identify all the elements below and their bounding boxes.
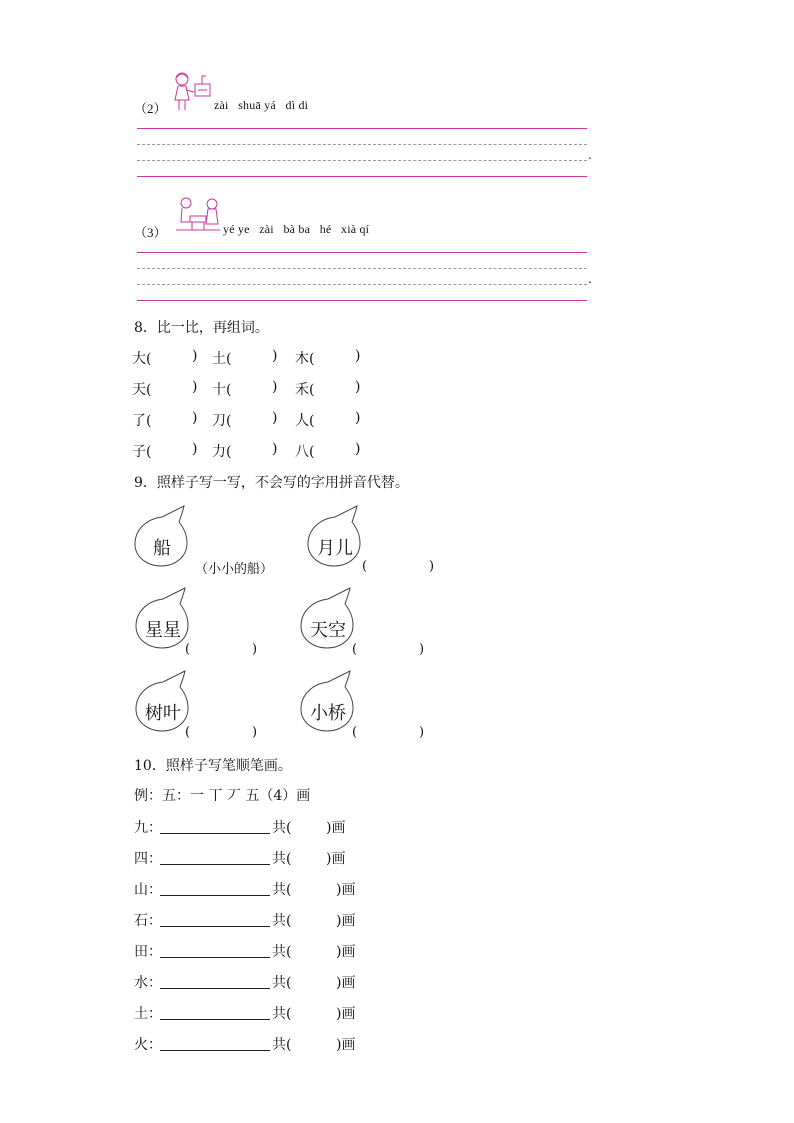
answer-blank[interactable]: （小小的船）: [195, 562, 274, 577]
stroke-char-label: 田：: [134, 944, 162, 960]
close-paren: ): [355, 410, 361, 426]
answer-blank[interactable]: ( ): [352, 725, 425, 740]
stroke-count-close: )画: [336, 1006, 356, 1022]
answer-blank[interactable]: ( ): [185, 725, 258, 740]
char-open-paren: 人(: [295, 413, 315, 429]
sentence-end-period: .: [588, 148, 592, 162]
item-number-3: （3）: [134, 225, 167, 240]
stroke-char-label: 石：: [134, 913, 162, 929]
close-paren: ): [355, 348, 361, 364]
stroke-count-close: )画: [326, 851, 346, 867]
close-paren: ): [192, 410, 198, 426]
close-paren: ): [272, 441, 278, 457]
char-open-paren: 力(: [212, 444, 232, 460]
drop-word: 天空: [310, 620, 346, 641]
close-paren: ): [272, 348, 278, 364]
stroke-count-open: 共(: [272, 882, 292, 898]
writing-line-top: [137, 252, 587, 253]
pinyin-sentence-2: zài shuā yá dì di: [214, 98, 309, 112]
writing-line-mid1: [137, 144, 587, 145]
sentence-end-period: .: [588, 272, 592, 286]
stroke-char-label: 九：: [134, 820, 162, 836]
drop-word: 船: [153, 538, 171, 559]
char-open-paren: 十(: [212, 382, 232, 398]
stroke-order-blank[interactable]: [160, 957, 270, 958]
drop-word: 小桥: [310, 703, 346, 724]
stroke-order-blank[interactable]: [160, 926, 270, 927]
stroke-count-open: 共(: [272, 975, 292, 991]
stroke-char-label: 四：: [134, 851, 162, 867]
answer-blank[interactable]: ( ): [362, 559, 435, 574]
stroke-char-label: 土：: [134, 1006, 162, 1022]
writing-line-top: [137, 128, 587, 129]
stroke-count-open: 共(: [272, 944, 292, 960]
drop-word: 月儿: [317, 538, 353, 559]
stroke-order-blank[interactable]: [160, 988, 270, 989]
char-open-paren: 八(: [295, 444, 315, 460]
illustration-girl-brushing-teeth: [170, 70, 214, 112]
stroke-char-label: 山：: [134, 882, 162, 898]
question-8-heading: 8．比一比，再组词。: [134, 320, 269, 336]
stroke-order-blank[interactable]: [160, 833, 270, 834]
stroke-count-close: )画: [336, 944, 356, 960]
question-9-heading: 9．照样子写一写，不会写的字用拼音代替。: [134, 475, 409, 491]
drop-word: 星星: [145, 620, 181, 641]
stroke-count-open: 共(: [272, 1006, 292, 1022]
close-paren: ): [272, 379, 278, 395]
close-paren: ): [192, 348, 198, 364]
close-paren: ): [355, 379, 361, 395]
writing-line-mid1: [137, 268, 587, 269]
close-paren: ): [272, 410, 278, 426]
char-open-paren: 大(: [132, 351, 152, 367]
stroke-order-blank[interactable]: [160, 1050, 270, 1051]
stroke-order-blank[interactable]: [160, 864, 270, 865]
writing-line-bottom: [137, 300, 587, 301]
stroke-count-close: )画: [326, 820, 346, 836]
pinyin-sentence-3: yé ye zài bà ba hé xià qí: [223, 222, 370, 236]
illustration-grandpa-playing-chess: [174, 194, 222, 236]
question-10-heading: 10．照样子写笔顺笔画。: [134, 758, 292, 774]
stroke-char-label: 水：: [134, 975, 162, 991]
char-open-paren: 子(: [132, 444, 152, 460]
close-paren: ): [192, 441, 198, 457]
char-open-paren: 了(: [132, 413, 152, 429]
stroke-count-open: 共(: [272, 820, 292, 836]
writing-line-mid2: [137, 160, 587, 161]
close-paren: ): [355, 441, 361, 457]
answer-blank[interactable]: ( ): [352, 642, 425, 657]
stroke-count-open: 共(: [272, 913, 292, 929]
stroke-count-open: 共(: [272, 851, 292, 867]
stroke-order-blank[interactable]: [160, 1019, 270, 1020]
stroke-count-close: )画: [336, 1037, 356, 1053]
item-number-2: （2）: [134, 101, 167, 116]
stroke-count-close: )画: [336, 975, 356, 991]
char-open-paren: 刀(: [212, 413, 232, 429]
drop-word: 树叶: [145, 703, 181, 724]
stroke-char-label: 火：: [134, 1037, 162, 1053]
stroke-count-close: )画: [336, 913, 356, 929]
writing-line-bottom: [137, 176, 587, 177]
char-open-paren: 土(: [212, 351, 232, 367]
stroke-count-close: )画: [336, 882, 356, 898]
stroke-order-example: 例：五：一 丅 丆 五（4）画: [134, 788, 311, 804]
stroke-order-blank[interactable]: [160, 895, 270, 896]
stroke-count-open: 共(: [272, 1037, 292, 1053]
char-open-paren: 禾(: [295, 382, 315, 398]
close-paren: ): [192, 379, 198, 395]
char-open-paren: 天(: [132, 382, 152, 398]
answer-blank[interactable]: ( ): [185, 642, 258, 657]
writing-line-mid2: [137, 284, 587, 285]
char-open-paren: 木(: [295, 351, 315, 367]
